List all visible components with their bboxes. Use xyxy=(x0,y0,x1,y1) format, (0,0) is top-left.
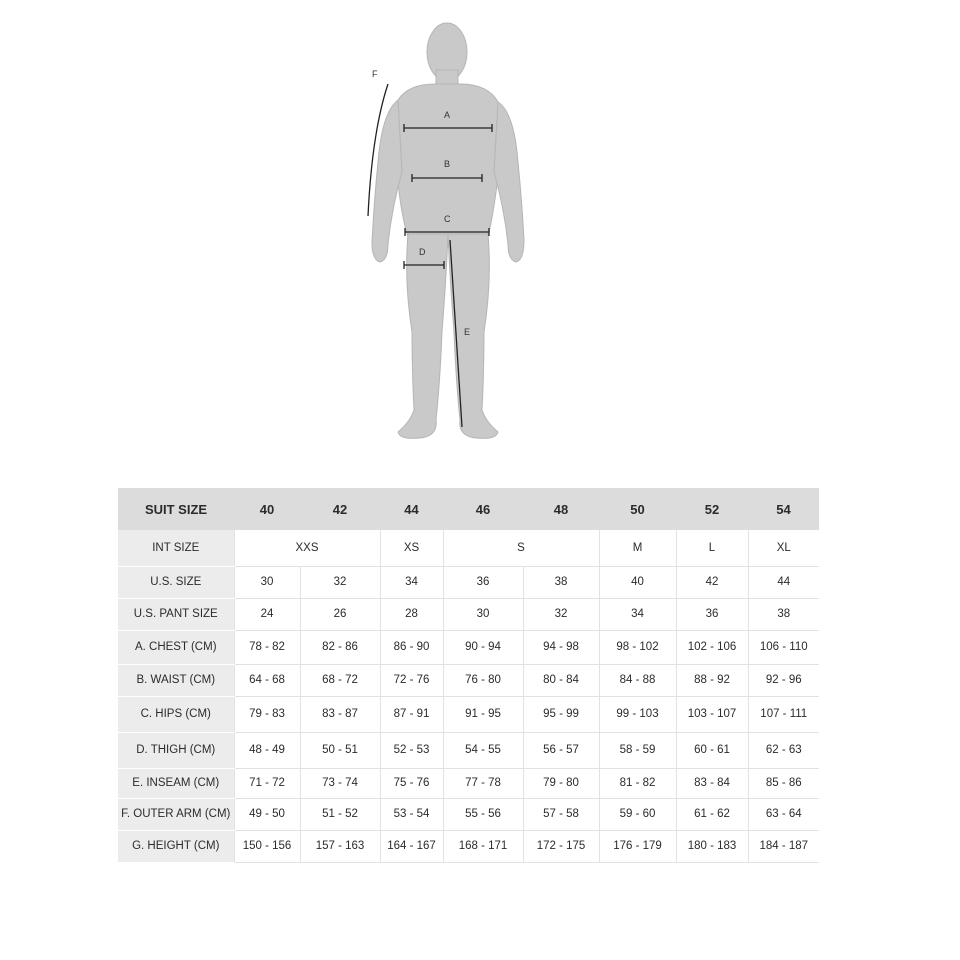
table-row xyxy=(118,768,819,798)
suit-size-cell: 50 xyxy=(599,488,676,530)
table-cell: 107 - 111 xyxy=(748,696,819,732)
suit-size-cell: 42 xyxy=(300,488,380,530)
int-size-cell: XL xyxy=(748,530,819,566)
table-cell: 32 xyxy=(300,566,380,598)
row-label: G. HEIGHT (CM) xyxy=(118,830,234,862)
table-cell: 54 - 55 xyxy=(443,732,523,768)
male-body-silhouette xyxy=(350,12,550,452)
table-cell: 64 - 68 xyxy=(234,664,300,696)
table-cell: 77 - 78 xyxy=(443,768,523,798)
row-label: F. OUTER ARM (CM) xyxy=(118,798,234,830)
body-measurement-figure xyxy=(350,12,550,452)
table-row xyxy=(118,696,819,732)
table-cell: 73 - 74 xyxy=(300,768,380,798)
table-row xyxy=(118,664,819,696)
table-cell: 80 - 84 xyxy=(523,664,599,696)
table-cell: 60 - 61 xyxy=(676,732,748,768)
row-label: E. INSEAM (CM) xyxy=(118,768,234,798)
suit-size-cell: 54 xyxy=(748,488,819,530)
table-cell: 34 xyxy=(599,598,676,630)
label-c: C xyxy=(444,214,451,224)
label-f: F xyxy=(372,69,378,79)
table-cell: 49 - 50 xyxy=(234,798,300,830)
table-row xyxy=(118,830,819,862)
int-size-cell: M xyxy=(599,530,676,566)
table-cell: 84 - 88 xyxy=(599,664,676,696)
table-cell: 82 - 86 xyxy=(300,630,380,664)
table-cell: 55 - 56 xyxy=(443,798,523,830)
row-label: U.S. PANT SIZE xyxy=(118,598,234,630)
int-size-cell: L xyxy=(676,530,748,566)
table-cell: 32 xyxy=(523,598,599,630)
header-label: SUIT SIZE xyxy=(118,488,234,530)
suit-size-cell: 40 xyxy=(234,488,300,530)
table-cell: 90 - 94 xyxy=(443,630,523,664)
table-cell: 51 - 52 xyxy=(300,798,380,830)
table-cell: 184 - 187 xyxy=(748,830,819,862)
table-cell: 85 - 86 xyxy=(748,768,819,798)
label-b: B xyxy=(444,159,451,169)
table-cell: 91 - 95 xyxy=(443,696,523,732)
table-cell: 44 xyxy=(748,566,819,598)
table-cell: 150 - 156 xyxy=(234,830,300,862)
table-cell: 103 - 107 xyxy=(676,696,748,732)
table-cell: 72 - 76 xyxy=(380,664,443,696)
table-row xyxy=(118,732,819,768)
table-cell: 56 - 57 xyxy=(523,732,599,768)
table-cell: 95 - 99 xyxy=(523,696,599,732)
int-size-cell: XS xyxy=(380,530,443,566)
table-cell: 57 - 58 xyxy=(523,798,599,830)
table-cell: 79 - 80 xyxy=(523,768,599,798)
table-cell: 75 - 76 xyxy=(380,768,443,798)
suit-size-cell: 46 xyxy=(443,488,523,530)
table-cell: 76 - 80 xyxy=(443,664,523,696)
table-cell: 92 - 96 xyxy=(748,664,819,696)
table-cell: 98 - 102 xyxy=(599,630,676,664)
table-cell: 26 xyxy=(300,598,380,630)
table-cell: 28 xyxy=(380,598,443,630)
int-size-row xyxy=(118,530,819,566)
table-cell: 99 - 103 xyxy=(599,696,676,732)
table-cell: 63 - 64 xyxy=(748,798,819,830)
table-cell: 30 xyxy=(234,566,300,598)
label-d: D xyxy=(419,247,426,257)
row-label: INT SIZE xyxy=(118,530,234,566)
int-size-cell: S xyxy=(443,530,599,566)
size-chart-table xyxy=(118,488,819,863)
table-cell: 58 - 59 xyxy=(599,732,676,768)
table-cell: 157 - 163 xyxy=(300,830,380,862)
table-cell: 42 xyxy=(676,566,748,598)
table-cell: 78 - 82 xyxy=(234,630,300,664)
table-cell: 36 xyxy=(443,566,523,598)
table-cell: 50 - 51 xyxy=(300,732,380,768)
table-cell: 94 - 98 xyxy=(523,630,599,664)
table-cell: 102 - 106 xyxy=(676,630,748,664)
table-cell: 79 - 83 xyxy=(234,696,300,732)
table-row xyxy=(118,598,819,630)
suit-size-cell: 52 xyxy=(676,488,748,530)
table-cell: 59 - 60 xyxy=(599,798,676,830)
table-cell: 168 - 171 xyxy=(443,830,523,862)
row-label: A. CHEST (CM) xyxy=(118,630,234,664)
table-cell: 172 - 175 xyxy=(523,830,599,862)
table-cell: 61 - 62 xyxy=(676,798,748,830)
table-cell: 30 xyxy=(443,598,523,630)
label-e: E xyxy=(464,327,471,337)
table-cell: 48 - 49 xyxy=(234,732,300,768)
table-cell: 180 - 183 xyxy=(676,830,748,862)
table-cell: 38 xyxy=(748,598,819,630)
table-cell: 81 - 82 xyxy=(599,768,676,798)
table-cell: 176 - 179 xyxy=(599,830,676,862)
table-cell: 164 - 167 xyxy=(380,830,443,862)
table-cell: 36 xyxy=(676,598,748,630)
table-cell: 62 - 63 xyxy=(748,732,819,768)
table-cell: 52 - 53 xyxy=(380,732,443,768)
suit-size-cell: 48 xyxy=(523,488,599,530)
table-cell: 83 - 84 xyxy=(676,768,748,798)
table-row xyxy=(118,566,819,598)
table-cell: 87 - 91 xyxy=(380,696,443,732)
table-cell: 71 - 72 xyxy=(234,768,300,798)
table-cell: 53 - 54 xyxy=(380,798,443,830)
row-label: D. THIGH (CM) xyxy=(118,732,234,768)
table-cell: 86 - 90 xyxy=(380,630,443,664)
row-label: C. HIPS (CM) xyxy=(118,696,234,732)
suit-size-cell: 44 xyxy=(380,488,443,530)
table-cell: 34 xyxy=(380,566,443,598)
table-row xyxy=(118,630,819,664)
table-cell: 38 xyxy=(523,566,599,598)
header-row xyxy=(118,488,819,530)
row-label: B. WAIST (CM) xyxy=(118,664,234,696)
table-cell: 24 xyxy=(234,598,300,630)
row-label: U.S. SIZE xyxy=(118,566,234,598)
table-cell: 88 - 92 xyxy=(676,664,748,696)
table-cell: 106 - 110 xyxy=(748,630,819,664)
label-a: A xyxy=(444,110,451,120)
table-cell: 68 - 72 xyxy=(300,664,380,696)
int-size-cell: XXS xyxy=(234,530,380,566)
table-row xyxy=(118,798,819,830)
table-cell: 40 xyxy=(599,566,676,598)
table-cell: 83 - 87 xyxy=(300,696,380,732)
